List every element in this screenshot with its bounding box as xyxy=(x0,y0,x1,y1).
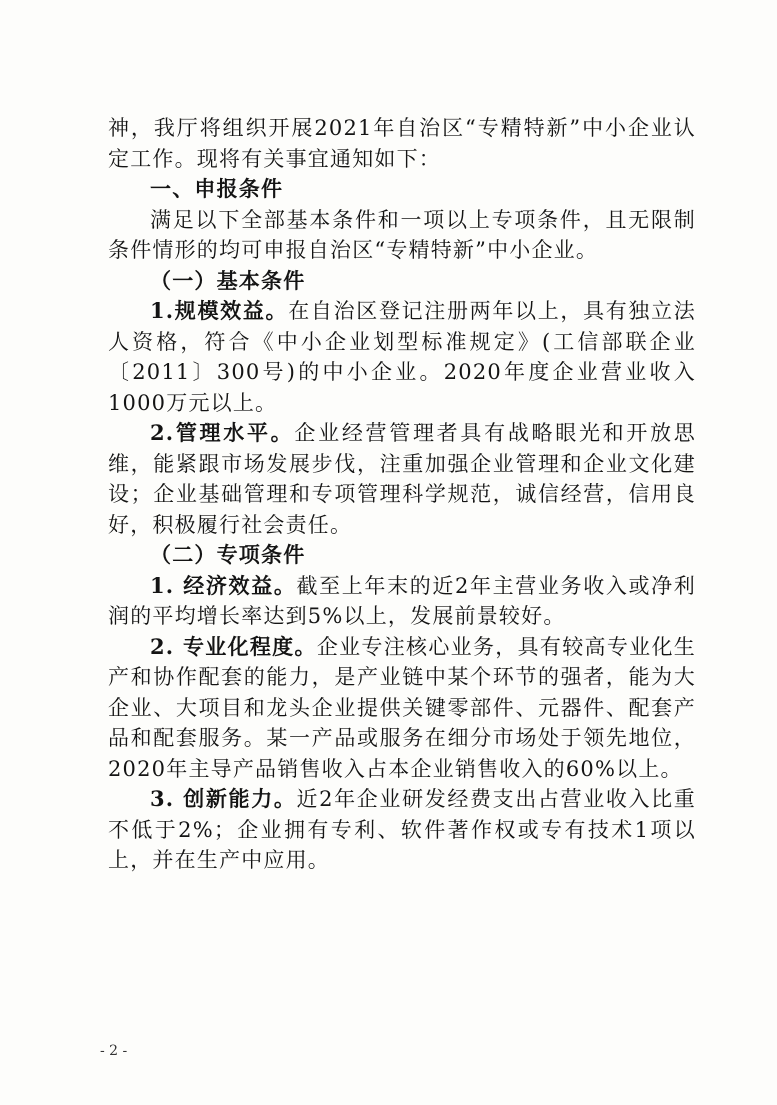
page-number: - 2 - xyxy=(100,1043,128,1059)
heading-text: （二）专项条件 xyxy=(150,542,306,567)
paragraph-lead: 3. 创新能力。 xyxy=(150,786,297,811)
section-heading-application-conditions xyxy=(108,174,696,205)
paragraph-economic-benefit xyxy=(108,571,696,632)
paragraph-management-level xyxy=(108,418,696,540)
paragraph-text: 企业经营管理者具有战略眼光和开放思维，能紧跟市场发展步伐，注重加强企业管理和企业文化建设；企业基础管理和专项管理科学规范，诚信经营，信用良好，积极履行社会责任。 xyxy=(108,421,696,537)
paragraph-text: 截至上年末的近2年主营业务收入或净利润的平均增长率达到5%以上，发展前景较好。 xyxy=(108,573,696,628)
paragraph-lead: 1. 经济效益。 xyxy=(150,572,297,598)
heading-text: （一）基本条件 xyxy=(150,267,306,293)
paragraph-lead: 2. 专业化程度。 xyxy=(150,633,317,659)
heading-text: 一、申报条件 xyxy=(150,177,284,201)
subsection-heading-basic-conditions xyxy=(108,266,696,297)
paragraph-specialization xyxy=(108,632,696,785)
paragraph-innovation xyxy=(108,784,696,876)
subsection-heading-special-conditions xyxy=(108,540,696,571)
paragraph-scale-benefit xyxy=(108,296,696,418)
paragraph-text: 近2年企业研发经费支出占营业收入比重不低于2%；企业拥有专利、软件著作权或专有技术1项以上，并在生产中应用。 xyxy=(108,787,696,872)
paragraph-lead: 1.规模效益。 xyxy=(150,298,289,323)
paragraph-text: 在自治区登记注册两年以上，具有独立法人资格，符合《中小企业划型标准规定》(工信部联企业〔2011〕300号)的中小企业。2020年度企业营业收入1000万元以上。 xyxy=(108,299,696,415)
paragraph-text: 满足以下全部基本条件和一项以上专项条件，且无限制条件情形的均可申报自治区“专精特新”中小企业。 xyxy=(108,207,696,262)
paragraph-eligibility xyxy=(108,205,696,266)
paragraph-text: 神，我厅将组织开展2021年自治区“专精特新”中小企业认定工作。现将有关事宜通知如下： xyxy=(108,116,696,171)
document-body xyxy=(108,113,696,876)
paragraph-lead: 2.管理水平。 xyxy=(150,420,295,445)
paragraph-text: 企业专注核心业务，具有较高专业化生产和协作配套的能力，是产业链中某个环节的强者，能为大企业、大项目和龙头企业提供关键零部件、元器件、配套产品和配套服务。某一产品或服务在细分市场处于领先地位，2020年主导产品销售收入占本企业销售收入的60%以上。 xyxy=(108,634,696,781)
paragraph-intro xyxy=(108,113,696,174)
